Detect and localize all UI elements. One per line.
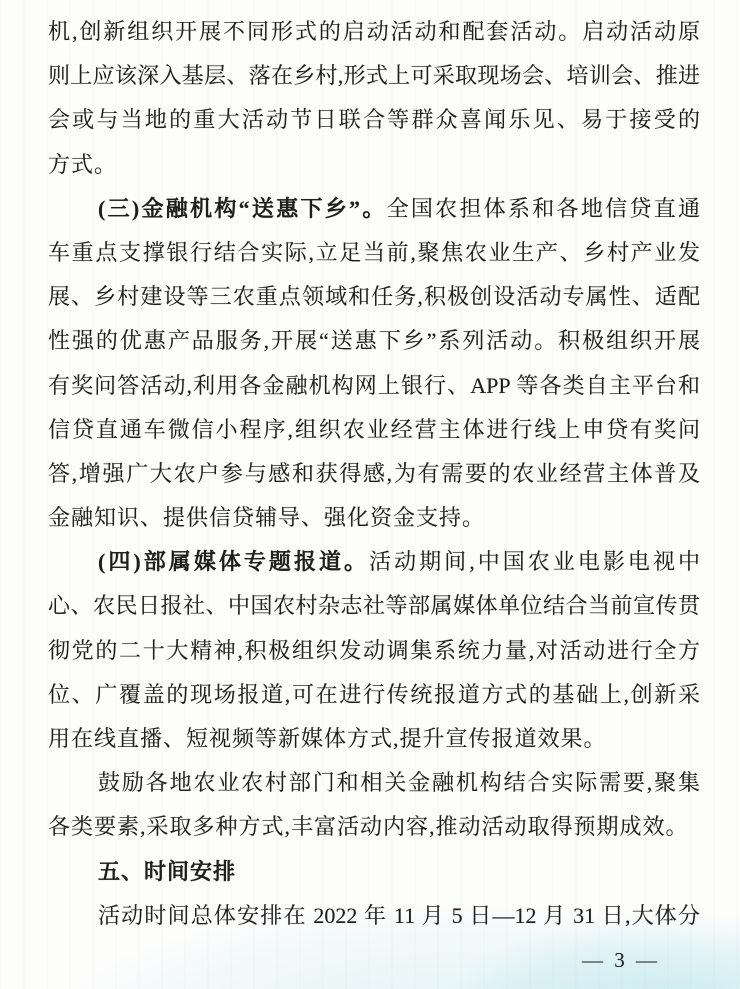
document-line: 心、农民日报社、中国农村杂志社等部属媒体单位结合当前宣传贯	[48, 593, 700, 619]
document-line: 用在线直播、短视频等新媒体方式,提升宣传报道效果。	[48, 726, 607, 751]
document-line: 车重点支撑银行结合实际,立足当前,聚焦农业生产、乡村产业发	[48, 239, 700, 265]
document-line-section-heading-3	[48, 187, 700, 231]
document-line: 性强的优惠产品服务,开展“送惠下乡”系列活动。积极组织开展	[48, 328, 700, 354]
document-line: 则上应该深入基层、落在乡村,形式上可采取现场会、培训会、推进	[48, 63, 700, 89]
section-3-heading: (三)金融机构“送惠下乡”。	[98, 195, 387, 221]
document-line: 金融知识、提供信贷辅导、强化资金支持。	[48, 505, 486, 531]
document-line-section-heading-4	[48, 540, 700, 584]
section-4-heading: (四)部属媒体专题报道。	[98, 549, 370, 575]
document-line: 鼓励各地农业农村部门和相关金融机构结合实际需要,聚集	[98, 770, 700, 796]
document-line: 方式。	[48, 151, 118, 177]
document-line: 信贷直通车微信小程序,组织农业经营主体进行线上申贷有奖问	[48, 416, 700, 442]
document-line: 各类要素,采取多种方式,丰富活动内容,推动活动取得预期成效。	[48, 814, 689, 840]
document-line: 会或与当地的重大活动节日联合等群众喜闻乐见、易于接受的	[48, 107, 700, 133]
document-line: 机,创新组织开展不同形式的启动活动和配套活动。启动活动原	[48, 19, 700, 44]
page-number: — 3 —	[582, 948, 660, 972]
document-body	[48, 10, 700, 938]
document-line: 答,增强广大农户参与感和获得感,为有需要的农业经营主体普及	[48, 460, 700, 486]
document-line: 彻党的二十大精神,积极组织发动调集系统力量,对活动进行全方	[48, 637, 700, 663]
section-4-text-start: 活动期间,中国农业电影电视中	[369, 549, 700, 575]
document-line: 展、乡村建设等三农重点领域和任务,积极创设活动专属性、适配	[48, 284, 700, 310]
section-3-text-start: 全国农担体系和各地信贷直通	[386, 195, 700, 221]
document-line: 有奖问答活动,利用各金融机构网上银行、APP 等各类自主平台和	[48, 372, 700, 398]
section-5-heading: 五、时间安排	[98, 858, 237, 884]
document-line: 活动时间总体安排在 2022 年 11 月 5 日—12 月 31 日,大体分	[98, 902, 700, 928]
document-line: 位、广覆盖的现场报道,可在进行传统报道方式的基础上,创新采	[48, 681, 700, 707]
